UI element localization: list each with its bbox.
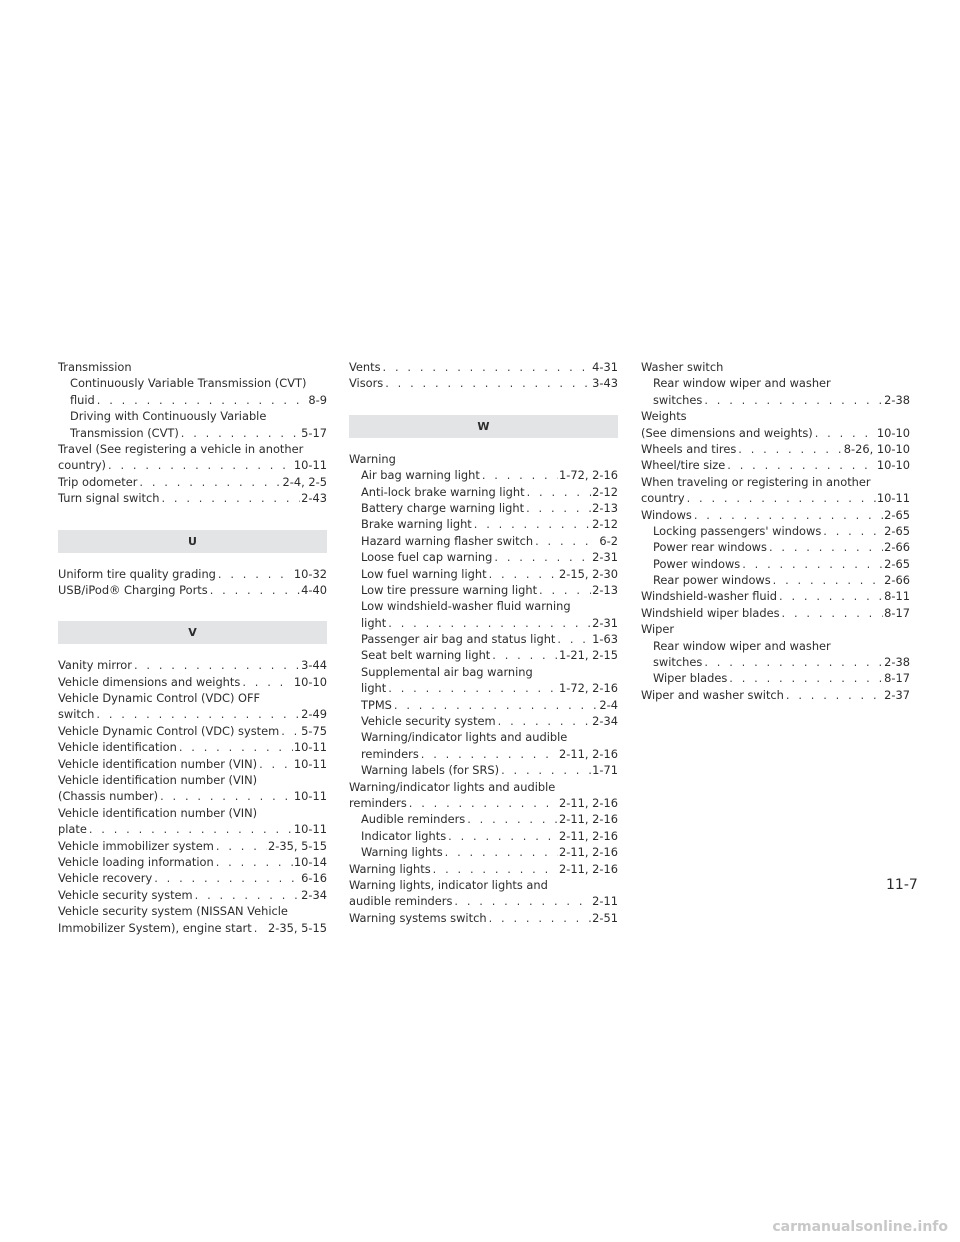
index-entry xyxy=(641,425,910,441)
entry-term: Visors xyxy=(349,376,384,391)
dot-leader xyxy=(388,615,591,631)
entry-term: Uniform tire quality grading xyxy=(58,566,216,581)
entry-term: (Chassis number) xyxy=(58,789,159,804)
dot-leader xyxy=(445,844,558,860)
entry-term: Driving with Continuously Variable xyxy=(70,409,267,424)
entry-term: Vanity mirror xyxy=(58,658,132,673)
entry-term: Vehicle identification number (VIN) xyxy=(58,773,258,788)
entry-term: Wheels and tires xyxy=(641,441,737,456)
dot-leader xyxy=(242,674,293,690)
entry-page-ref: 2-51 xyxy=(592,910,618,925)
dot-leader xyxy=(154,870,300,886)
entry-page-ref: 2-65 xyxy=(884,556,910,571)
dot-leader xyxy=(694,507,883,523)
entry-page-ref: 2-15, 2-30 xyxy=(559,566,618,581)
entry-term: Vehicle recovery xyxy=(58,871,153,886)
entry-page-ref: 4-40 xyxy=(301,582,327,597)
entry-page-ref: 8-11 xyxy=(884,589,910,604)
dot-leader xyxy=(179,739,293,755)
entry-term: country xyxy=(641,491,685,506)
entry-page-ref: 1-72, 2-16 xyxy=(559,681,618,696)
dot-leader xyxy=(218,566,293,582)
entry-term: Weights xyxy=(641,409,687,424)
index-entry xyxy=(58,657,327,673)
index-entry xyxy=(641,621,910,637)
index-entry xyxy=(641,359,910,375)
index-entry xyxy=(349,861,618,877)
entry-page-ref: 10-10 xyxy=(876,458,910,473)
entry-term: Wiper and washer switch xyxy=(641,687,784,702)
dot-leader xyxy=(501,762,591,778)
index-subentry xyxy=(641,572,910,588)
dot-leader xyxy=(727,457,876,473)
entry-term: Warning labels (for SRS) xyxy=(361,763,500,778)
index-subentry xyxy=(641,670,910,686)
entry-page-ref: 2-66 xyxy=(884,573,910,588)
index-subentry xyxy=(349,844,618,860)
index-subentry xyxy=(349,811,618,827)
entry-term: plate xyxy=(58,822,87,837)
index-subentry xyxy=(349,500,618,516)
dot-leader xyxy=(195,887,301,903)
index-entry xyxy=(58,706,327,722)
dot-leader xyxy=(454,893,591,909)
dot-leader xyxy=(108,457,293,473)
entry-term: When traveling or registering in another xyxy=(641,474,871,489)
entry-term: Audible reminders xyxy=(361,812,466,827)
entry-term: light xyxy=(361,681,387,696)
entry-term: Vehicle loading information xyxy=(58,854,214,869)
entry-term: Windshield-washer fluid xyxy=(641,589,778,604)
index-subentry xyxy=(641,523,910,539)
index-entry xyxy=(58,772,327,788)
index-subentry xyxy=(641,375,910,391)
entry-term: audible reminders xyxy=(349,894,453,909)
dot-leader xyxy=(254,920,267,936)
entry-term: Brake warning light xyxy=(361,517,472,532)
entry-page-ref: 8-17 xyxy=(884,605,910,620)
index-subentry xyxy=(641,638,910,654)
index-subentry xyxy=(349,533,618,549)
entry-term: Wiper blades xyxy=(653,671,728,686)
entry-page-ref: 2-66 xyxy=(884,540,910,555)
index-subentry xyxy=(349,615,618,631)
index-entry xyxy=(641,605,910,621)
entry-page-ref: 2-43 xyxy=(301,491,327,506)
dot-leader xyxy=(773,572,883,588)
index-entry xyxy=(58,359,327,375)
entry-page-ref: 2-31 xyxy=(592,550,618,565)
index-subentry xyxy=(58,408,327,424)
entry-term: Trip odometer xyxy=(58,474,138,489)
index-entry xyxy=(58,821,327,837)
entry-page-ref: 2-35, 5-15 xyxy=(268,920,327,935)
entry-term: Rear window wiper and washer xyxy=(653,638,831,653)
index-entry xyxy=(641,457,910,473)
entry-term: Vehicle immobilizer system xyxy=(58,838,214,853)
dot-leader xyxy=(704,392,883,408)
dot-leader xyxy=(489,566,558,582)
entry-term: Air bag warning light xyxy=(361,468,480,483)
dot-leader xyxy=(498,713,592,729)
index-entry xyxy=(641,588,910,604)
index-column-1 xyxy=(58,359,327,936)
index-entry xyxy=(58,887,327,903)
entry-term: Low windshield-washer fluid warning xyxy=(361,599,571,614)
index-subentry xyxy=(349,566,618,582)
entry-page-ref: 2-34 xyxy=(592,714,618,729)
index-entry xyxy=(58,490,327,506)
dot-leader xyxy=(216,838,267,854)
dot-leader xyxy=(259,756,293,772)
dot-leader xyxy=(97,392,308,408)
dot-leader xyxy=(557,631,591,647)
index-entry xyxy=(58,903,327,919)
entry-page-ref: 3-44 xyxy=(301,658,327,673)
dot-leader xyxy=(181,425,300,441)
dot-leader xyxy=(421,746,558,762)
index-entry xyxy=(349,375,618,391)
entry-page-ref: 8-26, 10-10 xyxy=(843,441,910,456)
entry-term: Transmission xyxy=(58,360,132,374)
index-entry xyxy=(58,457,327,473)
entry-term: Warning lights xyxy=(361,845,443,860)
index-subentry xyxy=(349,484,618,500)
entry-term: Vehicle Dynamic Control (VDC) OFF xyxy=(58,691,261,706)
dot-leader xyxy=(383,359,592,375)
entry-term: Seat belt warning light xyxy=(361,648,491,663)
entry-term: Vents xyxy=(349,360,381,374)
entry-term: Vehicle security system xyxy=(58,887,193,902)
entry-page-ref: 2-11, 2-16 xyxy=(559,828,618,843)
dot-leader xyxy=(492,647,558,663)
dot-leader xyxy=(474,516,591,532)
index-entry xyxy=(349,877,618,893)
index-column-2 xyxy=(349,359,618,926)
entry-term: Indicator lights xyxy=(361,828,447,843)
index-entry xyxy=(641,507,910,523)
entry-term: Loose fuel cap warning xyxy=(361,550,493,565)
dot-leader xyxy=(394,697,599,713)
index-entry xyxy=(58,920,327,936)
index-entry xyxy=(58,566,327,582)
index-entry xyxy=(641,687,910,703)
entry-page-ref: 1-63 xyxy=(592,632,618,647)
dot-leader xyxy=(539,582,591,598)
entry-term: fluid xyxy=(70,392,95,407)
entry-term: Travel (See registering a vehicle in another xyxy=(58,441,304,456)
index-entry xyxy=(58,788,327,804)
entry-page-ref: 10-11 xyxy=(293,740,327,755)
index-subentry xyxy=(349,582,618,598)
index-entry xyxy=(58,854,327,870)
entry-page-ref: 10-10 xyxy=(876,425,910,440)
entry-page-ref: 5-17 xyxy=(301,425,327,440)
entry-page-ref: 10-14 xyxy=(293,854,327,869)
entry-term: Low fuel warning light xyxy=(361,566,487,581)
entry-term: Warning/indicator lights and audible xyxy=(361,730,568,745)
entry-page-ref: 2-13 xyxy=(592,500,618,515)
index-subentry xyxy=(349,697,618,713)
index-entry xyxy=(58,723,327,739)
entry-term: Wiper xyxy=(641,622,675,637)
index-entry xyxy=(349,910,618,926)
watermark-text: carmanualsonline.info xyxy=(772,1219,948,1235)
dot-leader xyxy=(815,425,876,441)
dot-leader xyxy=(385,375,591,391)
entry-page-ref: 10-11 xyxy=(293,756,327,771)
entry-term: Battery charge warning light xyxy=(361,500,525,515)
entry-page-ref: 10-11 xyxy=(293,822,327,837)
dot-leader xyxy=(687,490,876,506)
entry-term: TPMS xyxy=(361,697,392,712)
entry-page-ref: 2-11, 2-16 xyxy=(559,746,618,761)
index-subentry xyxy=(349,713,618,729)
dot-leader xyxy=(489,910,592,926)
entry-page-ref: 2-4 xyxy=(599,697,618,712)
entry-page-ref: 10-32 xyxy=(293,566,327,581)
dot-leader xyxy=(782,605,884,621)
entry-term: country) xyxy=(58,458,107,473)
dot-leader xyxy=(409,795,558,811)
index-entry xyxy=(349,795,618,811)
dot-leader xyxy=(779,588,883,604)
entry-page-ref: 10-10 xyxy=(293,674,327,689)
entry-term: Rear power windows xyxy=(653,573,771,588)
entry-term: Warning xyxy=(349,451,396,466)
index-subentry xyxy=(349,516,618,532)
dot-leader xyxy=(448,828,558,844)
index-subentry xyxy=(349,647,618,663)
index-subentry xyxy=(641,654,910,670)
entry-page-ref: 1-72, 2-16 xyxy=(559,468,618,483)
dot-leader xyxy=(494,549,591,565)
dot-leader xyxy=(535,533,598,549)
entry-term: Power windows xyxy=(653,556,741,571)
entry-page-ref: 3-43 xyxy=(592,376,618,391)
index-entry xyxy=(641,408,910,424)
index-entry xyxy=(58,474,327,490)
entry-term: Vehicle identification xyxy=(58,740,177,755)
entry-term: Vehicle security system xyxy=(361,714,496,729)
index-entry xyxy=(58,674,327,690)
entry-page-ref: 2-11 xyxy=(592,894,618,909)
dot-leader xyxy=(160,788,293,804)
entry-page-ref: 2-13 xyxy=(592,582,618,597)
dot-leader xyxy=(467,811,558,827)
page-number: 11-7 xyxy=(886,877,918,893)
dot-leader xyxy=(210,582,300,598)
entry-page-ref: 2-49 xyxy=(301,707,327,722)
entry-page-ref: 8-9 xyxy=(308,392,327,407)
entry-term: reminders xyxy=(349,795,407,810)
dot-leader xyxy=(742,556,883,572)
index-entry xyxy=(58,756,327,772)
entry-term: Vehicle identification number (VIN) xyxy=(58,756,258,771)
index-subentry xyxy=(349,729,618,745)
entry-page-ref: 1-71 xyxy=(592,763,618,778)
entry-term: Locking passengers' windows xyxy=(653,523,822,538)
entry-term: switches xyxy=(653,392,703,407)
index-subentry xyxy=(349,549,618,565)
entry-term: Vehicle identification number (VIN) xyxy=(58,805,258,820)
entry-term: Passenger air bag and status light xyxy=(361,632,556,647)
index-subentry xyxy=(349,680,618,696)
entry-page-ref: 4-31 xyxy=(592,360,618,374)
entry-term: Windshield wiper blades xyxy=(641,605,780,620)
entry-term: switches xyxy=(653,655,703,670)
entry-term: Vehicle security system (NISSAN Vehicle xyxy=(58,904,288,919)
entry-page-ref: 2-37 xyxy=(884,687,910,702)
entry-term: Vehicle dimensions and weights xyxy=(58,674,241,689)
entry-page-ref: 6-16 xyxy=(301,871,327,886)
entry-page-ref: 2-11, 2-16 xyxy=(559,861,618,876)
entry-term: (See dimensions and weights) xyxy=(641,425,813,440)
entry-term: reminders xyxy=(361,746,419,761)
entry-page-ref: 1-21, 2-15 xyxy=(559,648,618,663)
index-subentry xyxy=(641,556,910,572)
index-entry xyxy=(58,739,327,755)
index-entry xyxy=(58,805,327,821)
entry-term: Immobilizer System), engine start xyxy=(58,920,252,935)
dot-leader xyxy=(216,854,293,870)
entry-term: switch xyxy=(58,707,95,722)
index-column-3 xyxy=(641,359,910,703)
index-subentry xyxy=(349,598,618,614)
index-entry xyxy=(58,441,327,457)
index-subentry xyxy=(349,746,618,762)
dot-leader xyxy=(89,821,293,837)
entry-page-ref: 2-38 xyxy=(884,655,910,670)
entry-page-ref: 2-35, 5-15 xyxy=(268,838,327,853)
dot-leader xyxy=(786,687,883,703)
index-entry xyxy=(349,359,618,375)
entry-term: Turn signal switch xyxy=(58,491,160,506)
dot-leader xyxy=(704,654,883,670)
entry-term: Transmission (CVT) xyxy=(70,425,179,440)
index-subentry xyxy=(349,664,618,680)
entry-page-ref: 2-11, 2-16 xyxy=(559,845,618,860)
dot-leader xyxy=(526,500,591,516)
index-entry xyxy=(349,893,618,909)
entry-term: Power rear windows xyxy=(653,540,767,555)
entry-page-ref: 5-75 xyxy=(301,723,327,738)
index-entry xyxy=(641,490,910,506)
index-entry xyxy=(349,779,618,795)
index-entry xyxy=(58,870,327,886)
index-subentry xyxy=(641,539,910,555)
entry-term: Anti-lock brake warning light xyxy=(361,484,525,499)
index-entry xyxy=(349,451,618,467)
entry-term: Washer switch xyxy=(641,360,724,374)
entry-page-ref: 2-31 xyxy=(592,615,618,630)
entry-term: Low tire pressure warning light xyxy=(361,582,538,597)
entry-page-ref: 10-11 xyxy=(876,491,910,506)
entry-term: Warning lights xyxy=(349,861,431,876)
entry-term: Windows xyxy=(641,507,692,522)
index-subentry xyxy=(58,375,327,391)
dot-leader xyxy=(527,484,592,500)
entry-page-ref: 6-2 xyxy=(599,533,618,548)
dot-leader xyxy=(433,861,558,877)
dot-leader xyxy=(281,723,300,739)
index-subentry xyxy=(641,392,910,408)
entry-term: light xyxy=(361,615,387,630)
entry-page-ref: 2-12 xyxy=(592,484,618,499)
entry-page-ref: 2-11, 2-16 xyxy=(559,795,618,810)
index-entry xyxy=(58,582,327,598)
dot-leader xyxy=(482,467,558,483)
entry-term: Wheel/tire size xyxy=(641,458,726,473)
index-subentry xyxy=(58,392,327,408)
index-subentry xyxy=(58,425,327,441)
entry-term: Rear window wiper and washer xyxy=(653,376,831,391)
section-header-w: W xyxy=(349,415,618,438)
index-subentry xyxy=(349,762,618,778)
entry-page-ref: 2-4, 2-5 xyxy=(282,474,327,489)
entry-page-ref: 2-34 xyxy=(301,887,327,902)
entry-page-ref: 10-11 xyxy=(293,458,327,473)
entry-page-ref: 8-17 xyxy=(884,671,910,686)
dot-leader xyxy=(388,680,558,696)
entry-term: Hazard warning flasher switch xyxy=(361,533,534,548)
dot-leader xyxy=(769,539,883,555)
entry-page-ref: 2-65 xyxy=(884,507,910,522)
dot-leader xyxy=(134,657,300,673)
dot-leader xyxy=(729,670,883,686)
entry-page-ref: 2-11, 2-16 xyxy=(559,812,618,827)
dot-leader xyxy=(823,523,883,539)
entry-page-ref: 10-11 xyxy=(293,789,327,804)
section-header-v: V xyxy=(58,621,327,644)
section-header-u: U xyxy=(58,530,327,553)
dot-leader xyxy=(738,441,843,457)
entry-term: Warning/indicator lights and audible xyxy=(349,779,556,794)
index-entry xyxy=(58,690,327,706)
index-subentry xyxy=(349,467,618,483)
dot-leader xyxy=(139,474,281,490)
entry-term: Continuously Variable Transmission (CVT) xyxy=(70,376,307,391)
dot-leader xyxy=(96,706,300,722)
index-subentry xyxy=(349,631,618,647)
index-entry xyxy=(58,838,327,854)
entry-term: Vehicle Dynamic Control (VDC) system xyxy=(58,723,280,738)
dot-leader xyxy=(161,490,300,506)
index-entry xyxy=(641,441,910,457)
entry-page-ref: 2-38 xyxy=(884,392,910,407)
entry-term: Supplemental air bag warning xyxy=(361,664,533,679)
entry-page-ref: 2-65 xyxy=(884,523,910,538)
index-subentry xyxy=(349,828,618,844)
entry-term: USB/iPod® Charging Ports xyxy=(58,582,208,597)
entry-page-ref: 2-12 xyxy=(592,517,618,532)
entry-term: Warning systems switch xyxy=(349,910,487,925)
entry-term: Warning lights, indicator lights and xyxy=(349,877,548,892)
index-entry xyxy=(641,474,910,490)
